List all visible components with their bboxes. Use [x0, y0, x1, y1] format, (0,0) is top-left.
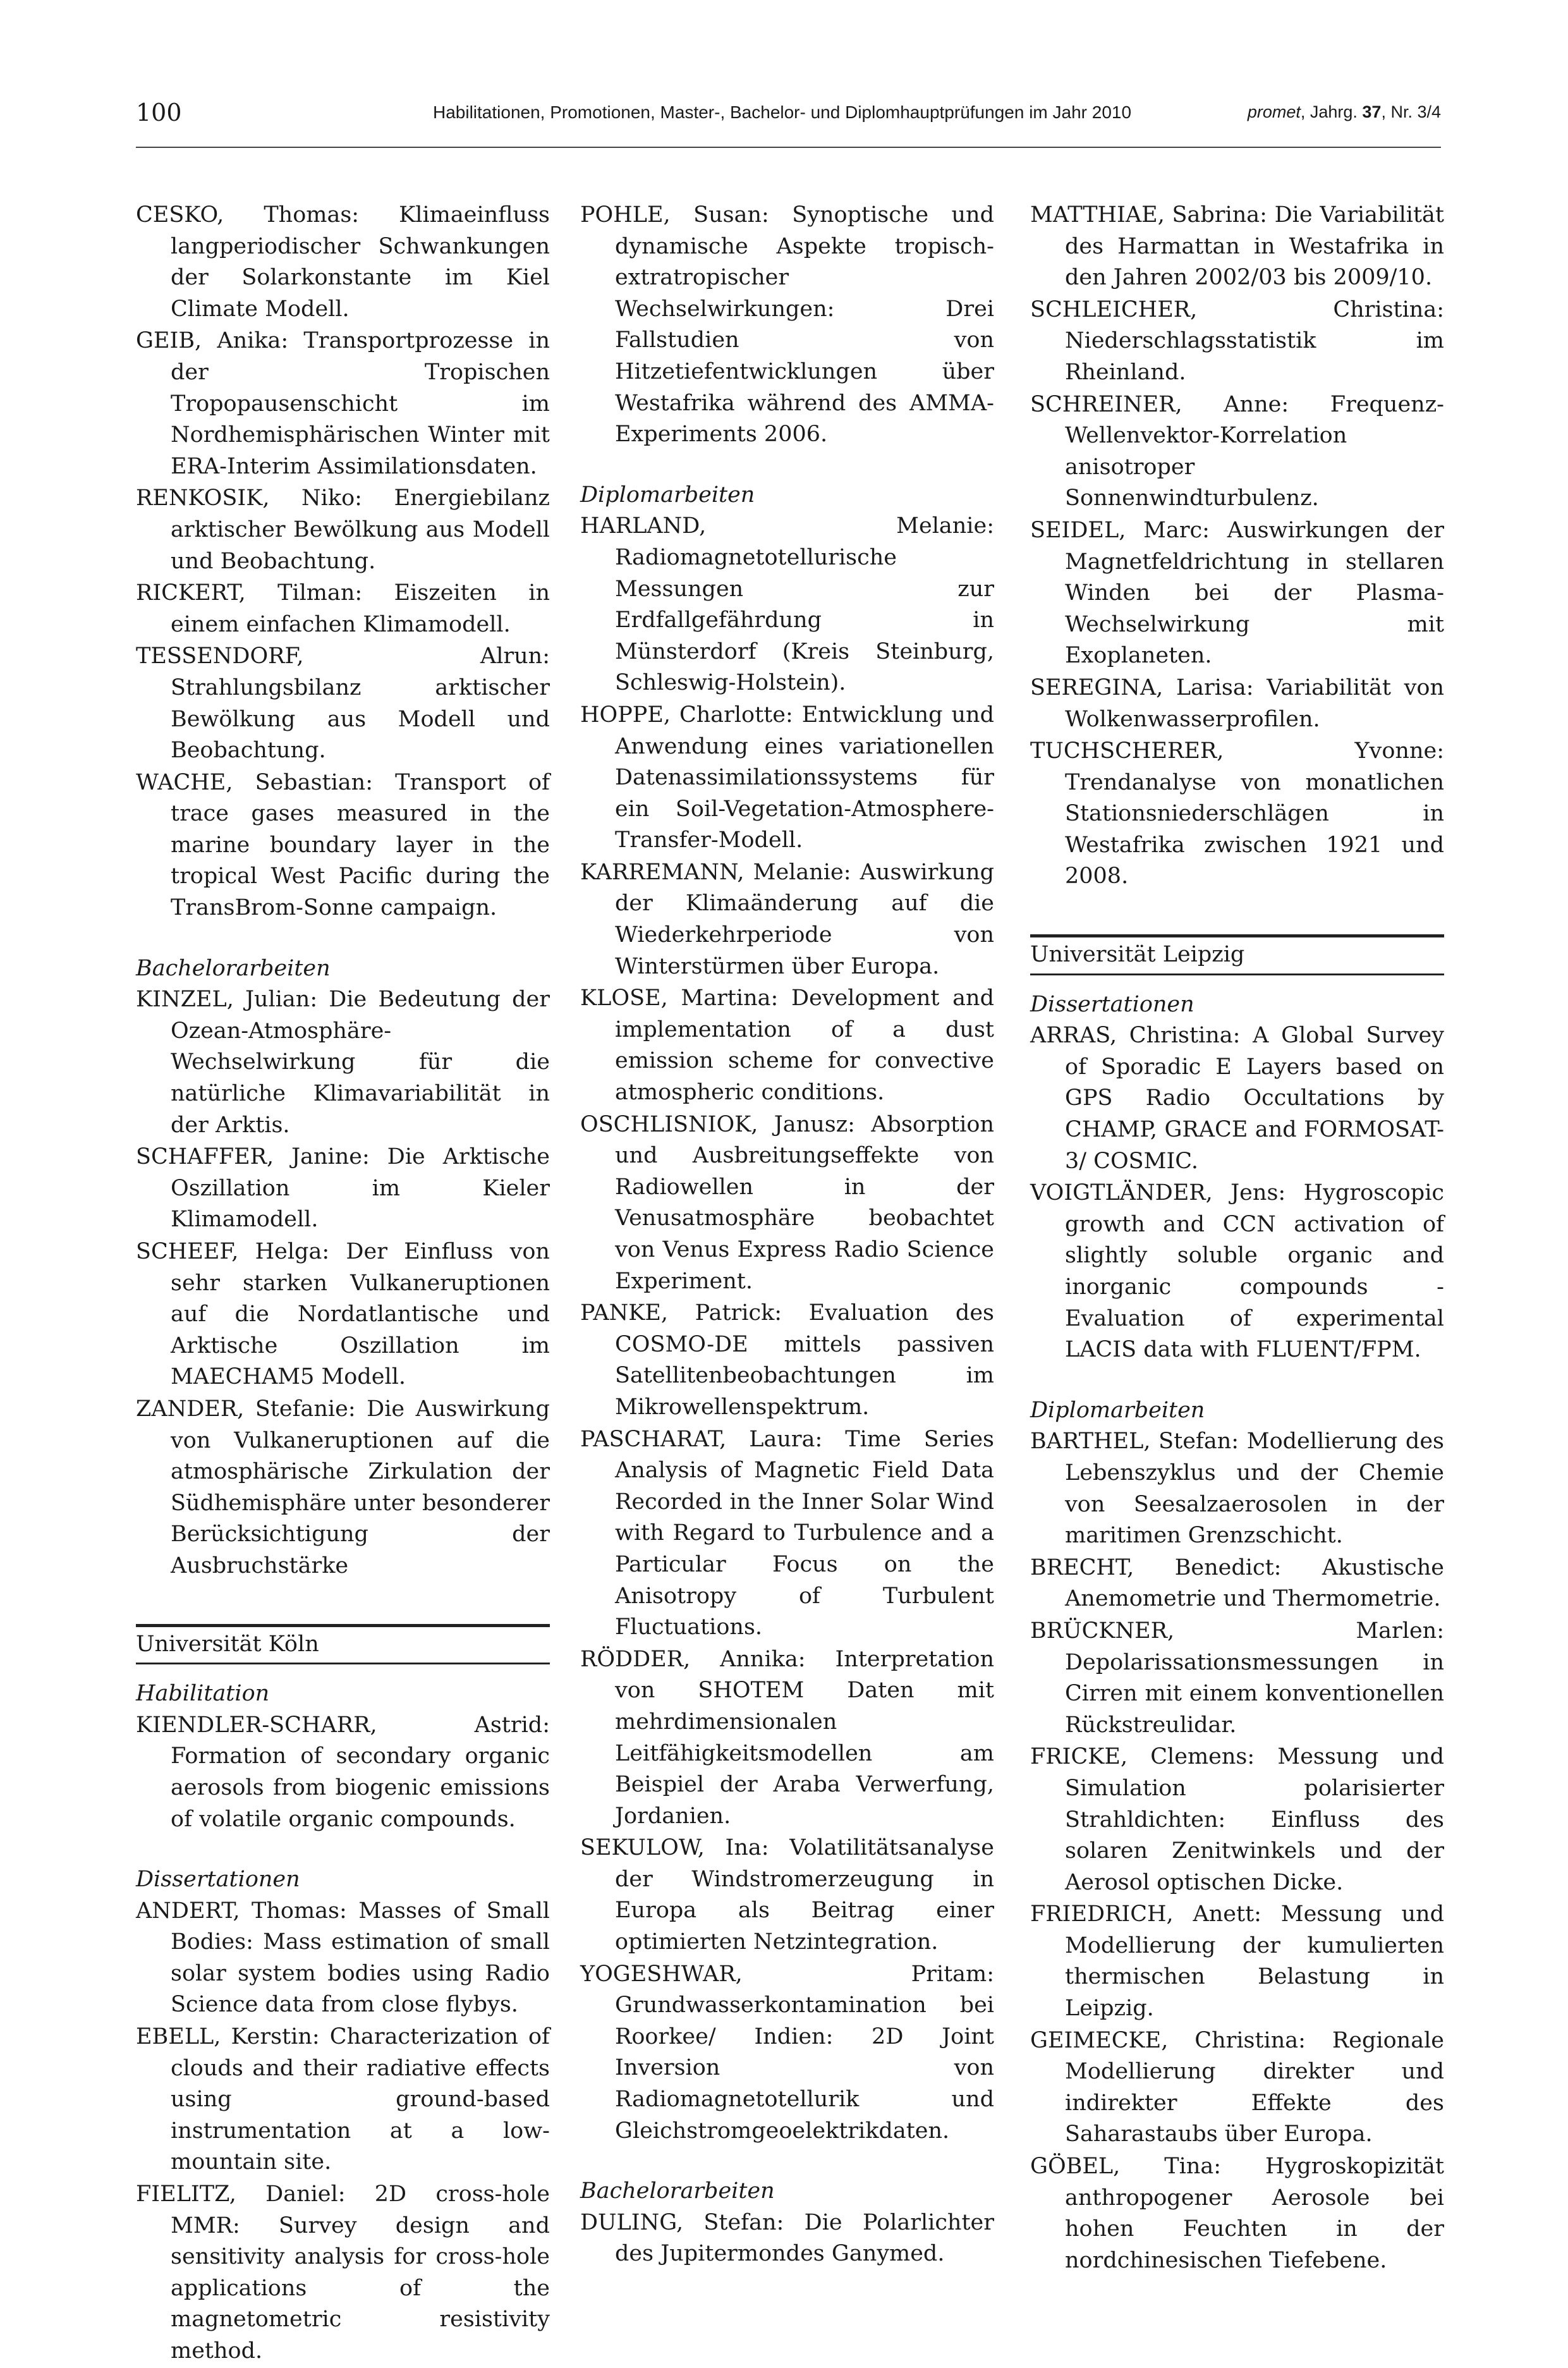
- entry-author: SCHEEF, Helga:: [136, 1239, 330, 1264]
- journal-volume: 37: [1362, 102, 1382, 121]
- thesis-entry: [1030, 295, 1444, 389]
- entry-title: Auswirkungen der Magnetfeldrichtung in stellaren Winden bei der Plasma- Wechselwirkung mit Exoplaneten.: [1065, 517, 1444, 669]
- column-3: [1030, 200, 1444, 2277]
- entry-title: Niederschlagsstatistik im Rheinland.: [1065, 328, 1444, 385]
- entry-author: ZANDER, Stefanie:: [136, 1396, 356, 1422]
- entry-title: Evaluation des COSMO-DE mittels passiven Satellitenbeobachtungen im Mikrowellenspektrum.: [615, 1300, 994, 1420]
- entry-author: DULING, Stefan:: [580, 2209, 784, 2235]
- thesis-entry: [136, 1394, 550, 1582]
- entry-list: [580, 200, 994, 451]
- thesis-entry: [580, 983, 994, 1108]
- entry-title: Time Series Analysis of Magnetic Field Data Recorded in the Inner Solar Wind with Regard to Turbulence and a Particular Focus on the Anisotropy of Turbulent Fluctuations.: [615, 1426, 994, 1640]
- entry-title: Die Polarlichter des Jupitermondes Ganymed.: [615, 2209, 994, 2267]
- thesis-entry: [580, 1959, 994, 2147]
- thesis-entry: [136, 578, 550, 640]
- entry-title: Die Variabilität des Harmattan in Westafrika in den Jahren 2002/03 bis 2009/10.: [1065, 202, 1444, 291]
- entry-author: KINZEL, Julian:: [136, 987, 318, 1013]
- entry-author: BARTHEL, Stefan:: [1030, 1429, 1239, 1455]
- entry-author: ARRAS, Christina:: [1030, 1023, 1241, 1049]
- thesis-entry: [580, 1833, 994, 1958]
- thesis-entry: [580, 1298, 994, 1423]
- entry-author: FIELITZ, Daniel:: [136, 2182, 346, 2207]
- thesis-entry: [1030, 515, 1444, 672]
- entry-title: Synoptische und dynamische Aspekte tropisch-extratropischer Wechselwirkungen: Drei Fallstudien von Hitzetiefentwicklungen über Westafrika während des AMMA-Experiments 2006.: [615, 202, 994, 448]
- entry-title: Characterization of clouds and their radiative effects using ground-based instrumentation at a low-mountain site.: [171, 2024, 550, 2175]
- entry-author: EBELL, Kerstin:: [136, 2024, 320, 2050]
- entry-author: KIENDLER-SCHARR, Astrid:: [136, 1712, 550, 1738]
- entry-title: Frequenz-Wellenvektor-Korrelation anisotroper Sonnenwindturbulenz.: [1065, 391, 1444, 511]
- entry-list: [136, 200, 550, 924]
- entry-author: SEREGINA, Larisa:: [1030, 674, 1254, 700]
- thesis-entry: [136, 984, 550, 1141]
- entry-author: GÖBEL, Tina:: [1030, 2154, 1222, 2180]
- running-title: Habilitationen, Promotionen, Master-, Bachelor- und Diplomhauptprüfungen im Jahr 2010: [433, 102, 1132, 122]
- thesis-entry: [1030, 1616, 1444, 1741]
- entry-author: PASCHARAT, Laura:: [580, 1426, 823, 1452]
- subheading-diplomarbeiten: Diplomarbeiten: [1030, 1397, 1205, 1423]
- entry-author: ANDERT, Thomas:: [136, 1898, 347, 1924]
- thesis-entry: [136, 483, 550, 577]
- entry-author: SCHAFFER, Janine:: [136, 1144, 370, 1170]
- entry-title: Die Bedeutung der Ozean-Atmosphäre-Wechselwirkung für die natürliche Klimavariabilität in der Arktis.: [171, 987, 550, 1138]
- entry-title: Hygroskopizität anthropogener Aerosole bei hohen Feuchten in der nordchinesischen Tiefebene.: [1065, 2154, 1444, 2273]
- thesis-entry: [1030, 673, 1444, 735]
- entry-author: GEIMECKE, Christina:: [1030, 2027, 1306, 2053]
- thesis-entry: [580, 2207, 994, 2270]
- thesis-entry: [136, 1142, 550, 1236]
- entry-title: Grundwasserkontamination bei Roorkee/ Indien: 2D Joint Inversion von Radiomagnetotellurik und Gleichstromgeoelektrikdaten.: [615, 1993, 994, 2144]
- journal-reference: [1248, 102, 1441, 122]
- subheading-dissertationen: Dissertationen: [136, 1867, 300, 1893]
- journal-issue: , Nr. 3/4: [1381, 102, 1441, 121]
- thesis-entry: [580, 1109, 994, 1298]
- entry-author: MATTHIAE, Sabrina:: [1030, 202, 1267, 228]
- thesis-entry: [136, 200, 550, 325]
- entry-title: Volatilitätsanalyse der Windstromerzeugung in Europa als Beitrag einer optimierten Netzintegration.: [615, 1835, 994, 1955]
- entry-author: SCHREINER, Anne:: [1030, 391, 1289, 417]
- entry-author: BRÜCKNER, Marlen:: [1030, 1618, 1444, 1644]
- subheading-dissertationen: Dissertationen: [1030, 991, 1194, 1017]
- journal-name: promet: [1247, 102, 1301, 121]
- subheading-habilitation: Habilitation: [136, 1681, 270, 1707]
- entry-title: Depolarissationsmessungen in Cirren mit einem konventionellen Rückstreulidar.: [1065, 1649, 1444, 1738]
- entry-title: Formation of secondary organic aerosols from biogenic emissions of volatile organic compounds.: [171, 1743, 550, 1832]
- entry-list: [136, 1710, 550, 1835]
- journal-year-label: , Jahrg.: [1300, 102, 1363, 121]
- entry-author: RICKERT, Tilman:: [136, 580, 363, 606]
- thesis-entry: [136, 1236, 550, 1393]
- entry-title: Auswirkung der Klimaänderung auf die Wiederkehrperiode von Winterstürmen über Europa.: [615, 859, 994, 979]
- entry-title: Die Auswirkung von Vulkaneruptionen auf die atmosphärische Zirkulation der Südhemisphäre unter besonderer Berücksichtigung der Ausbruchstärke: [171, 1396, 550, 1578]
- thesis-entry: [1030, 2025, 1444, 2151]
- thesis-entry: [1030, 2151, 1444, 2276]
- entry-title: Der Einfluss von sehr starken Vulkaneruptionen auf die Nordatlantische und Arktische Oszillation im MAECHAM5 Modell.: [171, 1239, 550, 1390]
- entry-title: Radiomagnetotellurische Messungen zur Erdfallgefährdung in Münsterdorf (Kreis Steinburg, Schleswig-Holstein).: [615, 544, 994, 696]
- entry-author: OSCHLISNIOK, Janusz:: [580, 1111, 855, 1137]
- entry-title: Absorption und Ausbreitungseffekte von Radiowellen in der Venusatmosphäre beobachtet von Venus Express Radio Science Experiment.: [615, 1111, 994, 1294]
- thesis-entry: [136, 641, 550, 766]
- entry-title: Transport of trace gases measured in the marine boundary layer in the tropical West Pacific during the TransBrom-Sonne campaign.: [171, 769, 550, 921]
- entry-author: FRIEDRICH, Anett:: [1030, 1901, 1261, 1927]
- entry-author: TUCHSCHERER, Yvonne:: [1030, 738, 1444, 764]
- column-2: [580, 200, 994, 2271]
- entry-title: Messung und Simulation polarisierter Strahldichten: Einfluss des solaren Zenitwinkels und der Aerosol optischen Dicke.: [1065, 1744, 1445, 1895]
- thesis-entry: [136, 326, 550, 482]
- entry-title: Messung und Modellierung der kumulierten thermischen Belastung in Leipzig.: [1065, 1901, 1444, 2022]
- thesis-entry: [1030, 1553, 1444, 1615]
- thesis-entry: [1030, 1178, 1444, 1366]
- entry-title: Entwicklung und Anwendung eines variationellen Datenassimilationssystems für ein Soil-Vegetation-Atmosphere-Transfer-Modell.: [615, 702, 994, 853]
- thesis-entry: [580, 1424, 994, 1644]
- entry-author: KARREMANN, Melanie:: [580, 859, 851, 885]
- entry-list: [580, 2207, 994, 2270]
- entry-author: VOIGTLÄNDER, Jens:: [1030, 1180, 1286, 1206]
- subheading-diplomarbeiten: Diplomarbeiten: [580, 482, 755, 508]
- entry-author: POHLE, Susan:: [580, 202, 769, 228]
- thesis-entry: [136, 2179, 550, 2367]
- entry-title: Masses of Small Bodies: Mass estimation of small solar system bodies using Radio Science data from close flybys.: [171, 1898, 550, 2018]
- entry-author: SEKULOW, Ina:: [580, 1835, 769, 1861]
- entry-author: HARLAND, Melanie:: [580, 513, 994, 539]
- thesis-entry: [136, 1896, 550, 2021]
- thesis-entry: [136, 2022, 550, 2178]
- entry-list: [1030, 200, 1444, 893]
- thesis-entry: [1030, 200, 1444, 294]
- thesis-entry: [1030, 1020, 1444, 1177]
- section-heading-koeln: Universität Köln: [136, 1624, 550, 1665]
- page-number: 100: [136, 99, 182, 126]
- entry-author: RENKOSIK, Niko:: [136, 485, 362, 511]
- entry-author: BRECHT, Benedict:: [1030, 1554, 1282, 1580]
- entry-title: Strahlungsbilanz arktischer Bewölkung aus Modell und Beobachtung.: [171, 674, 550, 764]
- entry-title: Eiszeiten in einem einfachen Klimamodell.: [171, 580, 550, 637]
- entry-title: Modellierung des Lebenszyklus und der Chemie von Seesalzaerosolen in der maritimen Grenzschicht.: [1065, 1429, 1444, 1549]
- entry-title: A Global Survey of Sporadic E Layers based on GPS Radio Occultations by CHAMP, GRACE and FORMOSAT-3/ COSMIC.: [1065, 1023, 1444, 1174]
- entry-list: [1030, 1020, 1444, 1366]
- entry-title: Die Arktische Oszillation im Kieler Klimamodell.: [171, 1144, 550, 1233]
- page-header: [136, 88, 1441, 148]
- subheading-bachelorarbeiten: Bachelorarbeiten: [580, 2178, 775, 2204]
- entry-title: Regionale Modellierung direkter und indirekter Effekte des Saharastaubs über Europa.: [1065, 2027, 1444, 2147]
- entry-author: RÖDDER, Annika:: [580, 1646, 806, 1672]
- entry-title: 2D cross-hole MMR: Survey design and sensitivity analysis for cross-hole applications of the magnetometric resistivity method.: [171, 2182, 550, 2364]
- entry-author: SEIDEL, Marc:: [1030, 517, 1210, 543]
- entry-title: Interpretation von SHOTEM Daten mit mehrdimensionalen Leitfähigkeitsmodellen am Beispiel der Araba Verwerfung, Jordanien.: [615, 1646, 994, 1829]
- entry-list: [1030, 1426, 1444, 2276]
- column-1: [136, 200, 550, 2368]
- thesis-entry: [1030, 1426, 1444, 1551]
- entry-author: HOPPE, Charlotte:: [580, 702, 793, 728]
- entry-title: Trendanalyse von monatlichen Stationsniederschlägen in Westafrika zwischen 1921 und 2008.: [1065, 769, 1444, 889]
- entry-title: Klimaeinfluss langperiodischer Schwankungen der Solarkonstante im Kiel Climate Modell.: [171, 202, 550, 322]
- thesis-entry: [1030, 1899, 1444, 2024]
- thesis-entry: [1030, 736, 1444, 893]
- entry-title: Akustische Anemometrie und Thermometrie.: [1065, 1554, 1444, 1612]
- entry-author: TESSENDORF, Alrun:: [136, 644, 550, 669]
- entry-author: KLOSE, Martina:: [580, 986, 779, 1011]
- entry-title: Variabilität von Wolkenwasserprofilen.: [1065, 674, 1444, 732]
- entry-title: Development and implementation of a dust emission scheme for convective atmospheric conditions.: [615, 986, 994, 1106]
- thesis-entry: [1030, 389, 1444, 515]
- entry-list: [136, 984, 550, 1582]
- entry-author: YOGESHWAR, Pritam:: [580, 1961, 994, 1987]
- entry-list: [580, 511, 994, 2147]
- entry-author: FRICKE, Clemens:: [1030, 1744, 1255, 1770]
- entry-author: SCHLEICHER, Christina:: [1030, 296, 1444, 322]
- thesis-entry: [1030, 1742, 1444, 1898]
- entry-title: Transportprozesse in der Tropischen Tropopausenschicht im Nordhemisphärischen Winter mit ERA-Interim Assimilationsdaten.: [171, 328, 550, 479]
- thesis-entry: [136, 767, 550, 924]
- section-heading-leipzig: Universität Leipzig: [1030, 934, 1444, 975]
- thesis-entry: [580, 1644, 994, 1833]
- thesis-entry: [580, 700, 994, 857]
- thesis-entry: [580, 857, 994, 982]
- entry-title: Energiebilanz arktischer Bewölkung aus Modell und Beobachtung.: [171, 485, 550, 574]
- subheading-bachelorarbeiten: Bachelorarbeiten: [136, 955, 331, 981]
- entry-title: Hygroscopic growth and CCN activation of slightly soluble organic and inorganic compounds - Evaluation of experimental LACIS data with FLUENT/FPM.: [1065, 1180, 1444, 1363]
- thesis-entry: [136, 1710, 550, 1835]
- thesis-entry: [580, 200, 994, 451]
- entry-author: PANKE, Patrick:: [580, 1300, 782, 1326]
- entry-author: WACHE, Sebastian:: [136, 769, 373, 795]
- entry-author: CESKO, Thomas:: [136, 202, 360, 228]
- entry-list: [136, 1896, 550, 2367]
- thesis-entry: [580, 511, 994, 699]
- entry-author: GEIB, Anika:: [136, 328, 289, 354]
